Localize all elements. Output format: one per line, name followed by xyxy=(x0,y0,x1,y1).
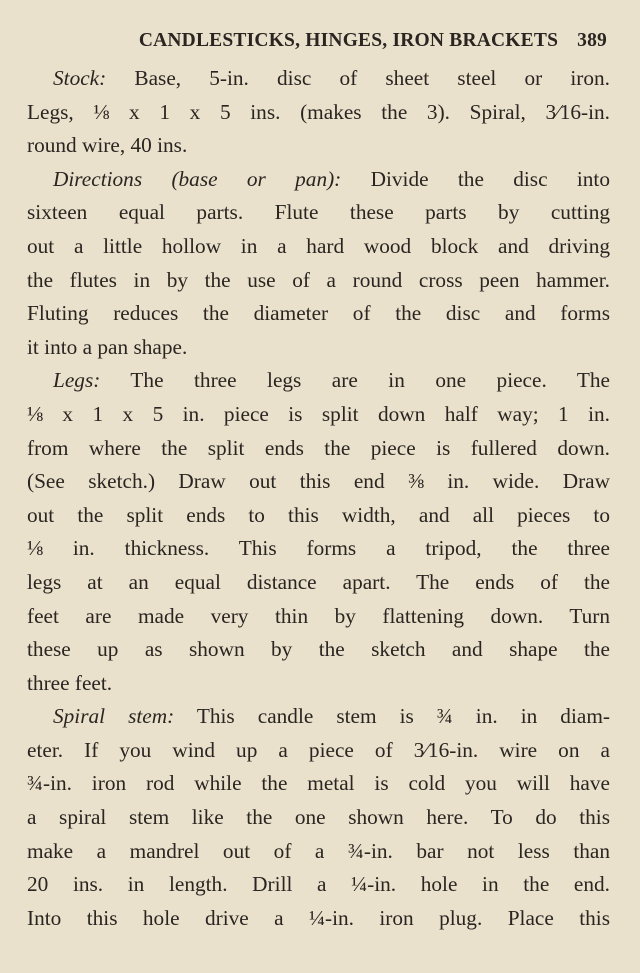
text-span: The three legs are in one piece. The xyxy=(100,368,610,393)
text-line: out a little hollow in a hard wood block and driving xyxy=(27,233,610,258)
text-line: Fluting reduces the diameter of the disc and forms xyxy=(27,301,610,326)
text-line: these up as shown by the sketch and shape the xyxy=(27,637,610,662)
paragraph-term: Directions (base or pan): xyxy=(53,166,342,191)
text-line: it into a pan shape. xyxy=(27,334,188,359)
text-line xyxy=(27,163,610,197)
running-header xyxy=(27,30,610,62)
text-line: the flutes in by the use of a round cross peen hammer. xyxy=(27,267,610,292)
text-span: This candle stem is ¾ in. in diam- xyxy=(174,704,610,729)
paragraph-spiral-stem xyxy=(27,700,610,935)
paragraph-term: Legs: xyxy=(53,368,101,393)
text-span: Base, 5-in. disc of sheet steel or iron. xyxy=(106,66,610,90)
chapter-title: CANDLESTICKS, HINGES, IRON BRACKETS xyxy=(138,30,559,51)
text-line: Into this hole drive a ¼-in. iron plug. Place this xyxy=(27,905,610,930)
paragraph-term: Spiral stem: xyxy=(53,704,175,729)
text-line: out the split ends to this width, and all pieces to xyxy=(27,502,610,527)
text-line: ¾-in. iron rod while the metal is cold you will have xyxy=(27,771,610,796)
text-line: feet are made very thin by flattening down. Turn xyxy=(27,603,610,628)
text-span: Divide the disc into xyxy=(341,166,610,191)
text-line xyxy=(27,62,610,96)
text-line: from where the split ends the piece is fullered down. xyxy=(27,435,610,460)
text-line: (See sketch.) Draw out this end ⅜ in. wide. Draw xyxy=(27,469,610,494)
text-line xyxy=(27,700,610,734)
text-line: ⅛ x 1 x 5 in. piece is split down half way; 1 in. xyxy=(27,401,610,426)
text-line: make a mandrel out of a ¾-in. bar not less than xyxy=(27,838,610,863)
paragraph-term: Stock: xyxy=(53,66,107,90)
text-line: three feet. xyxy=(27,670,113,695)
text-line xyxy=(27,364,610,398)
text-line: legs at an equal distance apart. The ends of the xyxy=(27,569,610,594)
text-line: eter. If you wind up a piece of 3⁄16-in. wire on a xyxy=(27,737,610,762)
text-line: sixteen equal parts. Flute these parts by cutting xyxy=(27,200,610,225)
text-line: ⅛ in. thickness. This forms a tripod, the three xyxy=(27,536,610,561)
paragraph-directions xyxy=(27,163,610,365)
text-line: 20 ins. in length. Drill a ¼-in. hole in the end. xyxy=(27,872,610,897)
text-line: a spiral stem like the one shown here. To do this xyxy=(27,805,610,830)
paragraph-stock xyxy=(27,62,610,163)
page-number: 389 xyxy=(577,30,607,51)
paragraph-legs xyxy=(27,364,610,700)
text-line: Legs, ⅛ x 1 x 5 ins. (makes the 3). Spiral, 3⁄16-in. xyxy=(27,99,610,124)
text-line: round wire, 40 ins. xyxy=(27,133,188,158)
